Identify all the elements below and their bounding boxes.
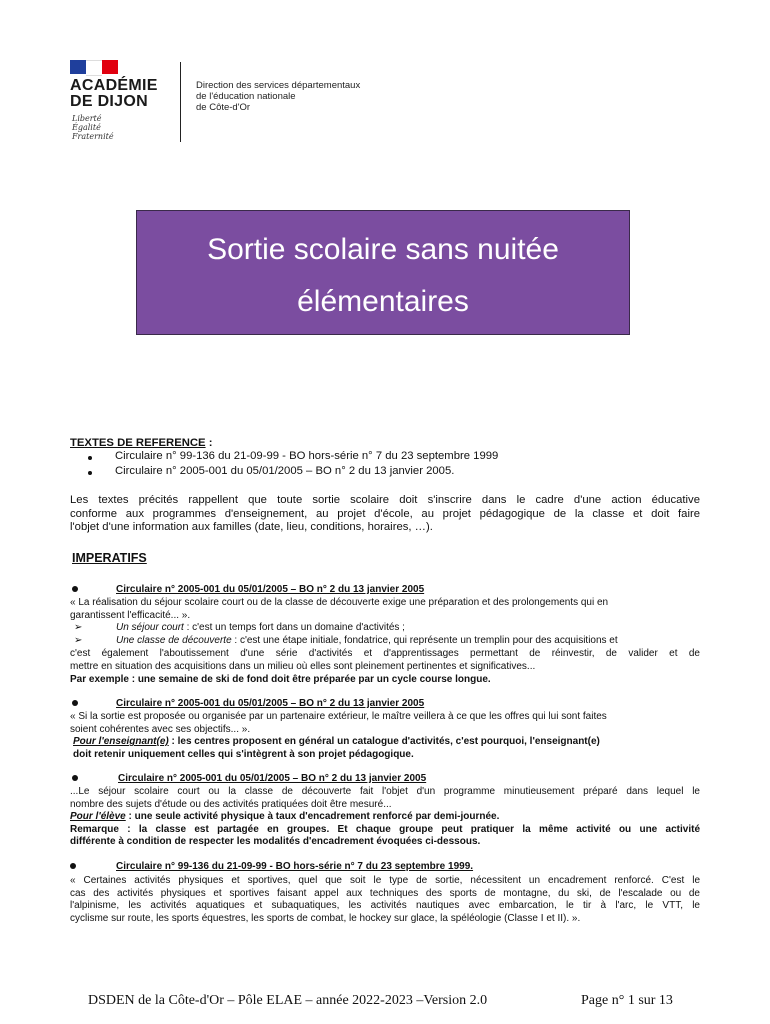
references-paragraph: [70, 494, 700, 535]
arrow-bullet-icon: ➢: [74, 635, 83, 646]
text-line: ...Le séjour scolaire court ou la classe de découverte fait l'objet d'un programme minutieusement préparé dans lequel le: [70, 786, 700, 797]
references-heading-row: [70, 437, 213, 451]
section4-title: Circulaire n° 99-136 du 21-09-99 - BO hors-série n° 7 du 23 septembre 1999.: [116, 861, 474, 872]
text-line: soient cohérentes avec ses objectifs... ».: [70, 723, 251, 735]
devise-liberte: Liberté: [72, 114, 102, 123]
academie-name-line2: DE DIJON: [70, 93, 148, 110]
bullet-icon: [88, 471, 92, 475]
references-heading-colon: :: [205, 437, 213, 449]
bullet-icon: [72, 775, 78, 781]
paragraph-line: l'objet d'une information aux familles (date, lieu, conditions, horaires, …).: [70, 521, 433, 533]
footer-text: DSDEN de la Côte-d'Or – Pôle ELAE – année 2022-2023 –Version 2.0: [88, 993, 488, 1008]
marianne-flag-icon: [70, 60, 118, 74]
header-divider: [180, 62, 181, 142]
paragraph-line: conforme aux programmes d'enseignement, au projet d'école, au projet pédagogique de la classe et doit faire: [70, 507, 700, 520]
section3-body: [70, 786, 700, 849]
emphasis: Une classe de découverte: [116, 635, 232, 646]
text-line: « Si la sortie est proposée ou organisée par un partenaire extérieur, le maître veillera à ce que les offres qui lui sont faites: [70, 711, 607, 722]
direction-line: Direction des services départementaux: [196, 80, 361, 91]
note-text: : les centres proposent en général un catalogue d'activités, c'est pourquoi, l'enseignant(e): [168, 736, 600, 748]
text: : c'est une étape initiale, fondatrice, qui représente un tremplin pour des acquisitions et: [231, 635, 618, 646]
devise-fraternite: Fraternité: [72, 132, 114, 141]
reference-item: Circulaire n° 2005-001 du 05/01/2005 – BO n° 2 du 13 janvier 2005.: [115, 465, 455, 477]
document-title-box: [136, 210, 630, 335]
note-lead: Pour l'enseignant(e): [73, 736, 169, 748]
document-title-line2: élémentaires: [297, 285, 469, 318]
note-lead: Pour l'élève: [70, 811, 126, 823]
note-text: : une seule activité physique à taux d'encadrement renforcé par demi-journée.: [125, 811, 500, 823]
section1-title: Circulaire n° 2005-001 du 05/01/2005 – BO n° 2 du 13 janvier 2005: [116, 584, 425, 595]
bullet-icon: [70, 863, 76, 869]
text-line: cyclisme sur route, les sports équestres, les sports de combat, le hockey sur glace, la spéléologie (Classe I et II). ».: [70, 912, 581, 924]
section1-arrow1: [116, 622, 405, 635]
bullet-icon: [72, 586, 78, 592]
reference-item: Circulaire n° 99-136 du 21-09-99 - BO hors-série n° 7 du 23 septembre 1999: [115, 450, 499, 462]
text-line: garantissent l'efficacité... ».: [70, 609, 191, 621]
section2-title: Circulaire n° 2005-001 du 05/01/2005 – BO n° 2 du 13 janvier 2005: [116, 698, 425, 709]
references-heading: TEXTES DE REFERENCE: [70, 437, 206, 449]
section3-note: [70, 811, 700, 824]
direction-line: de Côte-d'Or: [196, 102, 251, 113]
direction-line: de l'éducation nationale: [196, 91, 296, 102]
academie-name-line1: ACADÉMIE: [70, 77, 158, 94]
page-number: Page n° 1 sur 13: [581, 993, 673, 1008]
text-line: « Certaines activités physiques et sportives, quel que soit le type de sortie, nécessitent un encadrement renforcé. C'est le: [70, 875, 700, 886]
bullet-icon: [88, 456, 92, 460]
paragraph-line: Les textes précités rappellent que toute sortie scolaire doit s'inscrire dans le cadre d'une action éducative: [70, 494, 700, 506]
devise-egalite: Égalité: [72, 123, 101, 132]
text-line: cas des activités physiques et sportives faisant appel aux techniques des sports de montagne, du ski, de l'escalade ou de: [70, 887, 700, 899]
text-line: nombre des sujets d'étude ou des activités pratiquées doit être mesuré...: [70, 798, 392, 810]
text-line: différente à condition de respecter les modalités d'encadrement évoquées ci-dessous.: [70, 836, 481, 848]
text-line: l'alpinisme, les activités aquatiques et subaquatiques, les activités nautiques avec embarcation, le tir à l'arc, le VTT, le: [70, 900, 700, 912]
emphasis: Un séjour court: [116, 622, 184, 633]
section1-arrow2: [116, 635, 618, 648]
section2-note: [73, 736, 700, 749]
section4-body: [70, 875, 700, 925]
bullet-icon: [72, 700, 78, 706]
section3-title: Circulaire n° 2005-001 du 05/01/2005 – BO n° 2 du 13 janvier 2005: [118, 773, 427, 784]
text-line: « La réalisation du séjour scolaire court ou de la classe de découverte exige une préparation et des prolongements qui en: [70, 597, 609, 608]
arrow-bullet-icon: ➢: [74, 622, 83, 633]
text-line: doit retenir uniquement celles qui s'intègrent à son projet pédagogique.: [73, 748, 414, 760]
section1-body: [70, 597, 700, 622]
direction-block: [196, 80, 396, 113]
section2-body: [70, 711, 700, 761]
document-title-line1: Sortie scolaire sans nuitée: [207, 233, 559, 266]
text-line: Remarque : la classe est partagée en groupes. Et chaque groupe peut pratiquer la même activité ou une activité: [70, 823, 700, 835]
text-line: mettre en situation des acquisitions dans un milieu où elles sont pleinement pertinentes et significatives...: [70, 660, 536, 672]
section1-example: Par exemple : une semaine de ski de fond doit être préparée par un cycle course longue.: [70, 674, 491, 686]
imperatifs-heading: IMPERATIFS: [72, 551, 147, 565]
text-line: c'est également l'aboutissement d'une série d'activités et d'apprentissages permettant de réinvestir, de valider et de: [70, 648, 700, 659]
academie-logo: [70, 58, 190, 158]
text: : c'est un temps fort dans un domaine d'activités ;: [183, 622, 405, 633]
section1-continued: [70, 648, 700, 687]
